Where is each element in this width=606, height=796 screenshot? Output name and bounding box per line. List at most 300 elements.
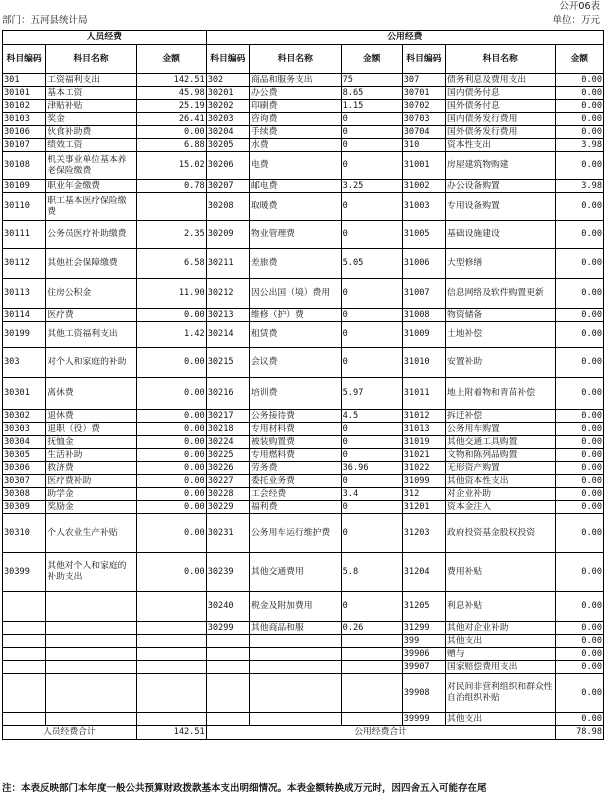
capital-amount-cell: 0.00 <box>555 100 604 113</box>
personnel-code-cell <box>3 674 46 713</box>
personnel-code-cell <box>3 648 46 661</box>
table-row <box>3 378 604 410</box>
capital-amount-cell: 0.00 <box>555 126 604 139</box>
capital-code-cell: 31002 <box>402 180 445 193</box>
personnel-amount-cell: 0.00 <box>136 501 206 514</box>
public-amount-cell: 0 <box>341 113 402 126</box>
personnel-amount-cell: 0.00 <box>136 462 206 475</box>
personnel-amount-cell: 0.00 <box>136 423 206 436</box>
personnel-name-cell: 对个人和家庭的补助 <box>46 348 136 378</box>
capital-code-cell: 307 <box>402 74 445 87</box>
personnel-amount-cell <box>136 592 206 622</box>
capital-amount-cell: 0.00 <box>555 113 604 126</box>
personnel-amount-cell: 0.00 <box>136 410 206 423</box>
personnel-name-cell: 住房公积金 <box>46 279 136 309</box>
personnel-amount-cell: 0.00 <box>136 553 206 592</box>
form-code: 公开06表 <box>559 1 600 12</box>
personnel-amount-cell: 1.42 <box>136 322 206 348</box>
table-row <box>3 348 604 378</box>
personnel-name-cell: 医疗费补助 <box>46 475 136 488</box>
personnel-code-cell: 30110 <box>3 193 46 221</box>
table-row <box>3 139 604 152</box>
public-amount-cell: 0 <box>341 193 402 221</box>
personnel-code-cell: 30199 <box>3 322 46 348</box>
capital-name-cell: 其他支出 <box>446 713 555 726</box>
public-code-cell: 30227 <box>206 475 249 488</box>
personnel-name-cell: 基本工资 <box>46 87 136 100</box>
capital-name-cell: 大型修缮 <box>446 249 555 279</box>
capital-name-cell: 其他对企业补助 <box>446 622 555 635</box>
col-header-name: 科目名称 <box>249 45 341 74</box>
personnel-code-cell: 303 <box>3 348 46 378</box>
table-row <box>3 514 604 553</box>
public-amount-cell: 1.15 <box>341 100 402 113</box>
personnel-code-cell: 30103 <box>3 113 46 126</box>
table-row <box>3 661 604 674</box>
footnote: 注：本表反映部门本年度一般公共预算财政拨款基本支出明细情况。本表金额转换成万元时，因四舍五入可能存在尾 <box>2 783 487 794</box>
capital-code-cell: 31019 <box>402 436 445 449</box>
public-amount-cell: 0 <box>341 348 402 378</box>
capital-name-cell: 政府投资基金股权投资 <box>446 514 555 553</box>
table-row <box>3 410 604 423</box>
public-code-cell <box>206 661 249 674</box>
personnel-code-cell: 30106 <box>3 126 46 139</box>
public-amount-cell: 0 <box>341 221 402 249</box>
personnel-amount-cell <box>136 635 206 648</box>
capital-code-cell: 31012 <box>402 410 445 423</box>
col-header-name: 科目名称 <box>446 45 555 74</box>
public-amount-cell: 3.25 <box>341 180 402 193</box>
public-amount-cell: 0 <box>341 436 402 449</box>
table-row <box>3 449 604 462</box>
personnel-name-cell: 救济费 <box>46 462 136 475</box>
col-header-amount: 金额 <box>136 45 206 74</box>
public-amount-cell: 0 <box>341 322 402 348</box>
capital-name-cell: 其他支出 <box>446 635 555 648</box>
public-code-cell: 30215 <box>206 348 249 378</box>
public-total-label: 公用经费合计 <box>206 726 555 740</box>
public-amount-cell: 0 <box>341 126 402 139</box>
capital-code-cell: 39908 <box>402 674 445 713</box>
public-name-cell: 其他交通费用 <box>249 553 341 592</box>
personnel-name-cell: 医疗费 <box>46 309 136 322</box>
capital-code-cell: 31003 <box>402 193 445 221</box>
capital-code-cell: 31011 <box>402 378 445 410</box>
public-name-cell: 专用材料费 <box>249 423 341 436</box>
personnel-code-cell: 30308 <box>3 488 46 501</box>
personnel-amount-cell: 0.78 <box>136 180 206 193</box>
public-name-cell: 委托业务费 <box>249 475 341 488</box>
public-name-cell: 培训费 <box>249 378 341 410</box>
personnel-amount-cell <box>136 661 206 674</box>
capital-amount-cell: 0.00 <box>555 635 604 648</box>
public-amount-cell <box>341 635 402 648</box>
capital-amount-cell: 0.00 <box>555 475 604 488</box>
public-code-cell: 30216 <box>206 378 249 410</box>
public-amount-cell: 5.05 <box>341 249 402 279</box>
personnel-name-cell <box>46 713 136 726</box>
personnel-name-cell: 退职（役）费 <box>46 423 136 436</box>
public-code-cell: 30231 <box>206 514 249 553</box>
personnel-code-cell: 30114 <box>3 309 46 322</box>
personnel-name-cell: 退休费 <box>46 410 136 423</box>
public-amount-cell: 0 <box>341 514 402 553</box>
public-amount-cell <box>341 674 402 713</box>
personnel-code-cell: 30304 <box>3 436 46 449</box>
capital-name-cell: 无形资产购置 <box>446 462 555 475</box>
personnel-amount-cell: 0.00 <box>136 348 206 378</box>
personnel-name-cell: 公务员医疗补助缴费 <box>46 221 136 249</box>
personnel-code-cell <box>3 592 46 622</box>
personnel-name-cell: 工资福利支出 <box>46 74 136 87</box>
table-row <box>3 592 604 622</box>
personnel-amount-cell: 6.88 <box>136 139 206 152</box>
personnel-code-cell: 301 <box>3 74 46 87</box>
personnel-code-cell: 30310 <box>3 514 46 553</box>
public-name-cell: 维修（护）费 <box>249 309 341 322</box>
table-row <box>3 322 604 348</box>
personnel-code-cell: 30302 <box>3 410 46 423</box>
capital-name-cell: 其他资本性支出 <box>446 475 555 488</box>
personnel-amount-cell: 0.00 <box>136 488 206 501</box>
unit-label: 单位：万元 <box>552 15 600 26</box>
public-name-cell: 印刷费 <box>249 100 341 113</box>
capital-name-cell: 其他交通工具购置 <box>446 436 555 449</box>
public-name-cell: 会议费 <box>249 348 341 378</box>
capital-code-cell: 30703 <box>402 113 445 126</box>
personnel-code-cell: 30102 <box>3 100 46 113</box>
personnel-code-cell: 30109 <box>3 180 46 193</box>
capital-amount-cell: 0.00 <box>555 193 604 221</box>
personnel-code-cell: 30301 <box>3 378 46 410</box>
personnel-amount-cell <box>136 674 206 713</box>
public-code-cell: 30228 <box>206 488 249 501</box>
public-name-cell: 公务用车运行维护费 <box>249 514 341 553</box>
table-row <box>3 113 604 126</box>
personnel-name-cell: 其他对个人和家庭的补助支出 <box>46 553 136 592</box>
personnel-amount-cell <box>136 622 206 635</box>
capital-amount-cell: 0.00 <box>555 501 604 514</box>
personnel-amount-cell: 45.98 <box>136 87 206 100</box>
capital-amount-cell: 0.00 <box>555 436 604 449</box>
capital-amount-cell: 0.00 <box>555 348 604 378</box>
capital-name-cell: 对民间非营利组织和群众性自治组织补贴 <box>446 674 555 713</box>
personnel-name-cell: 机关事业单位基本养老保险缴费 <box>46 152 136 180</box>
table-row <box>3 74 604 87</box>
capital-code-cell: 31007 <box>402 279 445 309</box>
public-name-cell <box>249 674 341 713</box>
public-amount-cell: 5.8 <box>341 553 402 592</box>
public-name-cell: 福利费 <box>249 501 341 514</box>
public-code-cell: 30229 <box>206 501 249 514</box>
personnel-amount-cell: 6.58 <box>136 249 206 279</box>
capital-amount-cell: 0.00 <box>555 553 604 592</box>
public-name-cell: 租赁费 <box>249 322 341 348</box>
personnel-code-cell: 30107 <box>3 139 46 152</box>
public-name-cell: 电费 <box>249 152 341 180</box>
public-name-cell: 专用燃料费 <box>249 449 341 462</box>
capital-amount-cell: 0.00 <box>555 449 604 462</box>
capital-code-cell: 30702 <box>402 100 445 113</box>
public-code-cell: 30205 <box>206 139 249 152</box>
capital-name-cell: 办公设备购置 <box>446 180 555 193</box>
personnel-amount-cell: 25.19 <box>136 100 206 113</box>
public-code-cell: 30239 <box>206 553 249 592</box>
table-row <box>3 475 604 488</box>
public-total-amount: 78.98 <box>555 726 604 740</box>
capital-code-cell: 31022 <box>402 462 445 475</box>
personnel-name-cell: 其他工资福利支出 <box>46 322 136 348</box>
personnel-amount-cell: 0.00 <box>136 449 206 462</box>
capital-name-cell: 国内债务付息 <box>446 87 555 100</box>
personnel-name-cell: 绩效工资 <box>46 139 136 152</box>
public-code-cell: 30299 <box>206 622 249 635</box>
personnel-name-cell: 奖金 <box>46 113 136 126</box>
public-amount-cell: 0 <box>341 592 402 622</box>
capital-code-cell: 31006 <box>402 249 445 279</box>
personnel-amount-cell: 0.00 <box>136 126 206 139</box>
public-amount-cell <box>341 648 402 661</box>
public-code-cell: 30204 <box>206 126 249 139</box>
table-row <box>3 635 604 648</box>
public-name-cell: 物业管理费 <box>249 221 341 249</box>
public-amount-cell: 0 <box>341 279 402 309</box>
capital-code-cell: 31299 <box>402 622 445 635</box>
public-name-cell: 咨询费 <box>249 113 341 126</box>
capital-amount-cell: 0.00 <box>555 87 604 100</box>
public-name-cell: 取暖费 <box>249 193 341 221</box>
personnel-amount-cell <box>136 713 206 726</box>
capital-name-cell: 国外债务发行费用 <box>446 126 555 139</box>
personnel-code-cell: 30111 <box>3 221 46 249</box>
public-code-cell: 30203 <box>206 113 249 126</box>
capital-code-cell: 31009 <box>402 322 445 348</box>
personnel-total-label: 人员经费合计 <box>3 726 137 740</box>
personnel-name-cell <box>46 661 136 674</box>
table-row <box>3 436 604 449</box>
public-code-cell: 30208 <box>206 193 249 221</box>
public-amount-cell: 0 <box>341 423 402 436</box>
personnel-name-cell: 其他社会保障缴费 <box>46 249 136 279</box>
capital-name-cell: 文物和陈列品购置 <box>446 449 555 462</box>
personnel-amount-cell: 142.51 <box>136 74 206 87</box>
public-code-cell: 30217 <box>206 410 249 423</box>
public-code-cell: 30225 <box>206 449 249 462</box>
personnel-code-cell: 30303 <box>3 423 46 436</box>
personnel-code-cell: 30113 <box>3 279 46 309</box>
public-name-cell: 税金及附加费用 <box>249 592 341 622</box>
public-amount-cell: 0 <box>341 152 402 180</box>
capital-name-cell: 国内债务发行费用 <box>446 113 555 126</box>
public-code-cell: 30209 <box>206 221 249 249</box>
col-header-amount: 金额 <box>555 45 604 74</box>
personnel-code-cell: 30306 <box>3 462 46 475</box>
personnel-amount-cell: 0.00 <box>136 309 206 322</box>
capital-amount-cell: 0.00 <box>555 622 604 635</box>
personnel-amount-cell: 15.02 <box>136 152 206 180</box>
col-header-code: 科目编码 <box>3 45 46 74</box>
capital-code-cell: 31205 <box>402 592 445 622</box>
capital-name-cell: 国家赔偿费用支出 <box>446 661 555 674</box>
table-row <box>3 553 604 592</box>
table-row <box>3 100 604 113</box>
capital-amount-cell: 0.00 <box>555 152 604 180</box>
personnel-name-cell: 职业年金缴费 <box>46 180 136 193</box>
personnel-name-cell: 津贴补贴 <box>46 100 136 113</box>
personnel-total-amount: 142.51 <box>136 726 206 740</box>
public-amount-cell: 36.96 <box>341 462 402 475</box>
table-row <box>3 221 604 249</box>
capital-amount-cell: 0.00 <box>555 713 604 726</box>
capital-amount-cell: 0.00 <box>555 661 604 674</box>
public-code-cell: 30207 <box>206 180 249 193</box>
personnel-name-cell <box>46 622 136 635</box>
table-row <box>3 462 604 475</box>
public-name-cell <box>249 648 341 661</box>
public-amount-cell: 75 <box>341 74 402 87</box>
public-name-cell <box>249 635 341 648</box>
capital-name-cell: 专用设备购置 <box>446 193 555 221</box>
public-code-cell: 30240 <box>206 592 249 622</box>
personnel-amount-cell <box>136 193 206 221</box>
personnel-name-cell <box>46 592 136 622</box>
public-name-cell: 工会经费 <box>249 488 341 501</box>
public-name-cell: 手续费 <box>249 126 341 139</box>
personnel-name-cell <box>46 674 136 713</box>
table-row <box>3 488 604 501</box>
capital-code-cell: 31008 <box>402 309 445 322</box>
public-code-cell: 302 <box>206 74 249 87</box>
capital-name-cell: 资本金注入 <box>446 501 555 514</box>
personnel-code-cell <box>3 622 46 635</box>
public-code-cell: 30226 <box>206 462 249 475</box>
capital-name-cell: 基础设施建设 <box>446 221 555 249</box>
personnel-code-cell: 30309 <box>3 501 46 514</box>
capital-amount-cell: 0.00 <box>555 488 604 501</box>
personnel-amount-cell: 0.00 <box>136 436 206 449</box>
capital-amount-cell: 0.00 <box>555 410 604 423</box>
capital-amount-cell: 0.00 <box>555 221 604 249</box>
capital-amount-cell: 0.00 <box>555 279 604 309</box>
public-code-cell: 30214 <box>206 322 249 348</box>
capital-name-cell: 拆迁补偿 <box>446 410 555 423</box>
public-name-cell <box>249 661 341 674</box>
capital-amount-cell: 0.00 <box>555 674 604 713</box>
public-name-cell: 商品和服务支出 <box>249 74 341 87</box>
capital-code-cell: 39999 <box>402 713 445 726</box>
public-amount-cell: 0 <box>341 501 402 514</box>
public-amount-cell: 0 <box>341 475 402 488</box>
capital-code-cell: 31010 <box>402 348 445 378</box>
table-row <box>3 501 604 514</box>
personnel-name-cell: 生活补助 <box>46 449 136 462</box>
personnel-amount-cell <box>136 648 206 661</box>
capital-name-cell: 安置补助 <box>446 348 555 378</box>
public-code-cell: 30201 <box>206 87 249 100</box>
capital-name-cell: 资本性支出 <box>446 139 555 152</box>
capital-name-cell: 地上附着物和青苗补偿 <box>446 378 555 410</box>
personnel-code-cell <box>3 635 46 648</box>
table-row <box>3 648 604 661</box>
public-name-cell <box>249 713 341 726</box>
public-amount-cell: 0.26 <box>341 622 402 635</box>
public-code-cell: 30211 <box>206 249 249 279</box>
capital-name-cell: 信息网络及软件购置更新 <box>446 279 555 309</box>
capital-code-cell: 31021 <box>402 449 445 462</box>
col-header-name: 科目名称 <box>46 45 136 74</box>
public-amount-cell: 0 <box>341 139 402 152</box>
personnel-code-cell: 30399 <box>3 553 46 592</box>
personnel-code-cell: 30307 <box>3 475 46 488</box>
capital-amount-cell: 3.98 <box>555 180 604 193</box>
personnel-code-cell: 30112 <box>3 249 46 279</box>
capital-amount-cell: 0.00 <box>555 249 604 279</box>
capital-code-cell: 31013 <box>402 423 445 436</box>
personnel-name-cell: 助学金 <box>46 488 136 501</box>
public-code-cell <box>206 635 249 648</box>
public-code-cell <box>206 648 249 661</box>
table-row <box>3 152 604 180</box>
capital-code-cell: 31005 <box>402 221 445 249</box>
personnel-name-cell: 伙食补助费 <box>46 126 136 139</box>
department-label: 部门：五河县统计局 <box>2 15 88 26</box>
capital-code-cell: 31001 <box>402 152 445 180</box>
public-name-cell: 其他商品和服 <box>249 622 341 635</box>
personnel-amount-cell: 2.35 <box>136 221 206 249</box>
table-row <box>3 87 604 100</box>
personnel-code-cell: 30108 <box>3 152 46 180</box>
public-code-cell: 30202 <box>206 100 249 113</box>
expenditure-detail-table <box>2 30 604 740</box>
capital-code-cell: 31201 <box>402 501 445 514</box>
capital-amount-cell: 0.00 <box>555 648 604 661</box>
public-code-cell: 30224 <box>206 436 249 449</box>
table-row <box>3 249 604 279</box>
personnel-name-cell: 职工基本医疗保险缴费 <box>46 193 136 221</box>
personnel-name-cell <box>46 648 136 661</box>
public-amount-cell: 0 <box>341 449 402 462</box>
table-row <box>3 193 604 221</box>
public-name-cell: 差旅费 <box>249 249 341 279</box>
capital-code-cell: 310 <box>402 139 445 152</box>
table-row <box>3 674 604 713</box>
personnel-amount-cell: 26.41 <box>136 113 206 126</box>
capital-code-cell: 39906 <box>402 648 445 661</box>
public-code-cell: 30206 <box>206 152 249 180</box>
table-row <box>3 126 604 139</box>
public-amount-cell: 4.5 <box>341 410 402 423</box>
capital-code-cell: 31203 <box>402 514 445 553</box>
public-amount-cell: 3.4 <box>341 488 402 501</box>
public-amount-cell <box>341 713 402 726</box>
personnel-amount-cell: 0.00 <box>136 378 206 410</box>
table-row <box>3 713 604 726</box>
public-code-cell <box>206 674 249 713</box>
capital-amount-cell: 0.00 <box>555 74 604 87</box>
capital-code-cell: 312 <box>402 488 445 501</box>
public-name-cell: 水费 <box>249 139 341 152</box>
capital-name-cell: 国外债务付息 <box>446 100 555 113</box>
public-amount-cell <box>341 661 402 674</box>
table-row <box>3 279 604 309</box>
public-name-cell: 劳务费 <box>249 462 341 475</box>
table-row <box>3 180 604 193</box>
table-row <box>3 622 604 635</box>
public-name-cell: 被装购置费 <box>249 436 341 449</box>
capital-amount-cell: 0.00 <box>555 423 604 436</box>
capital-amount-cell: 0.00 <box>555 514 604 553</box>
personnel-code-cell <box>3 713 46 726</box>
